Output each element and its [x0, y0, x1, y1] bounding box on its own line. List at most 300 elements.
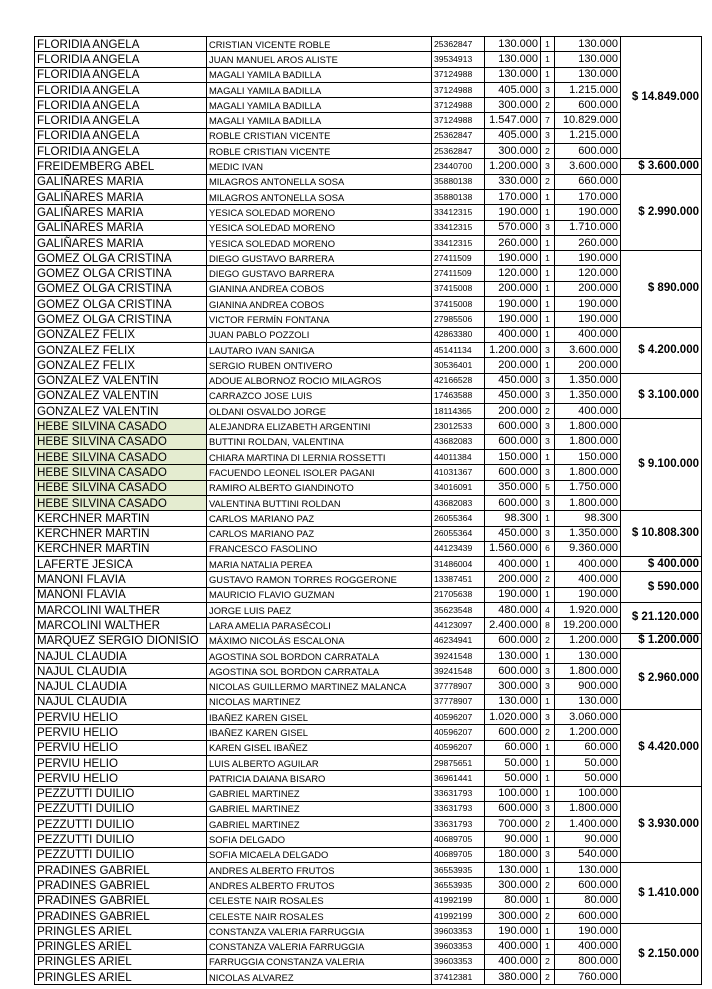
subtotal-cell: 900.000 [555, 679, 621, 694]
beneficiary-cell: ALEJANDRA ELIZABETH ARGENTINI [207, 419, 432, 434]
subtotal-cell: 1.800.000 [555, 664, 621, 679]
owner-name-cell: PRINGLES ARIEL [35, 970, 207, 985]
beneficiary-cell: ANDRES ALBERTO FRUTOS [207, 863, 432, 878]
table-row [35, 939, 702, 954]
beneficiary-cell: ROBLE CRISTIAN VICENTE [207, 128, 432, 143]
dni-cell: 43682083 [432, 495, 485, 510]
quantity-cell: 3 [541, 159, 555, 174]
beneficiary-cell: LARA AMELIA PARASÉCOLI [207, 618, 432, 633]
dni-cell: 37412381 [432, 970, 485, 985]
beneficiary-cell: YESICA SOLEDAD MORENO [207, 205, 432, 220]
dni-cell: 39241548 [432, 664, 485, 679]
quantity-cell: 2 [541, 144, 555, 159]
unit-price-cell: 600.000 [485, 434, 541, 449]
beneficiary-cell: LAUTARO IVAN SANIGA [207, 342, 432, 357]
owner-name-cell: MANONI FLAVIA [35, 587, 207, 602]
dni-cell: 34016091 [432, 480, 485, 495]
dni-cell: 37124988 [432, 82, 485, 97]
dni-cell: 44123097 [432, 618, 485, 633]
beneficiary-cell: MAGALI YAMILA BADILLA [207, 113, 432, 128]
subtotal-cell: 1.800.000 [555, 434, 621, 449]
quantity-cell: 7 [541, 113, 555, 128]
dni-cell: 40596207 [432, 725, 485, 740]
quantity-cell: 1 [541, 52, 555, 67]
quantity-cell: 3 [541, 679, 555, 694]
table-row [35, 755, 702, 770]
dni-cell: 39603353 [432, 939, 485, 954]
dni-cell: 39534913 [432, 52, 485, 67]
quantity-cell: 3 [541, 342, 555, 357]
quantity-cell: 5 [541, 480, 555, 495]
dni-cell: 42166528 [432, 373, 485, 388]
subtotal-cell: 1.800.000 [555, 801, 621, 816]
owner-name-cell: FLORIDIA ANGELA [35, 144, 207, 159]
quantity-cell: 1 [541, 205, 555, 220]
owner-name-cell: PEZZUTTI DUILIO [35, 847, 207, 862]
unit-price-cell: 200.000 [485, 572, 541, 587]
subtotal-cell: 80.000 [555, 893, 621, 908]
beneficiary-cell: LUIS ALBERTO AGUILAR [207, 755, 432, 770]
subtotal-cell: 9.360.000 [555, 541, 621, 556]
unit-price-cell: 2.400.000 [485, 618, 541, 633]
unit-price-cell: 300.000 [485, 679, 541, 694]
beneficiary-cell: JORGE LUIS PAEZ [207, 602, 432, 617]
group-total-cell: $ 21.120.000 [621, 602, 702, 633]
owner-name-cell: HEBE SILVINA CASADO [35, 495, 207, 510]
quantity-cell: 2 [541, 954, 555, 969]
subtotal-cell: 1.710.000 [555, 220, 621, 235]
beneficiary-cell: MAURICIO FLAVIO GUZMAN [207, 587, 432, 602]
beneficiary-cell: VALENTINA BUTTINI ROLDAN [207, 495, 432, 510]
table-row [35, 450, 702, 465]
table-row [35, 174, 702, 189]
owner-name-cell: GONZALEZ VALENTIN [35, 388, 207, 403]
beneficiary-cell: CHIARA MARTINA DI LERNIA ROSSETTI [207, 450, 432, 465]
table-row [35, 694, 702, 709]
owner-name-cell: GONZALEZ FELIX [35, 327, 207, 342]
quantity-cell: 2 [541, 572, 555, 587]
unit-price-cell: 190.000 [485, 587, 541, 602]
owner-name-cell: GONZALEZ VALENTIN [35, 373, 207, 388]
owner-name-cell: GALIÑARES MARIA [35, 205, 207, 220]
table-row [35, 557, 702, 572]
owner-name-cell: PRADINES GABRIEL [35, 878, 207, 893]
subtotal-cell: 1.920.000 [555, 602, 621, 617]
dni-cell: 33412315 [432, 205, 485, 220]
dni-cell: 27411509 [432, 251, 485, 266]
dni-cell: 45141134 [432, 342, 485, 357]
table-row [35, 817, 702, 832]
unit-price-cell: 98.300 [485, 511, 541, 526]
dni-cell: 23012533 [432, 419, 485, 434]
unit-price-cell: 130.000 [485, 648, 541, 663]
subtotal-cell: 190.000 [555, 312, 621, 327]
group-total-cell: $ 2.960.000 [621, 648, 702, 709]
dni-cell: 40689705 [432, 847, 485, 862]
dni-cell: 42863380 [432, 327, 485, 342]
owner-name-cell: GOMEZ OLGA CRISTINA [35, 251, 207, 266]
quantity-cell: 1 [541, 587, 555, 602]
dni-cell: 33631793 [432, 817, 485, 832]
unit-price-cell: 400.000 [485, 939, 541, 954]
unit-price-cell: 600.000 [485, 495, 541, 510]
quantity-cell: 1 [541, 557, 555, 572]
owner-name-cell: LAFERTE JESICA [35, 557, 207, 572]
quantity-cell: 1 [541, 327, 555, 342]
beneficiary-cell: CARRAZCO JOSE LUIS [207, 388, 432, 403]
owner-name-cell: FREIDEMBERG ABEL [35, 159, 207, 174]
subtotal-cell: 130.000 [555, 648, 621, 663]
table-row [35, 419, 702, 434]
table-row [35, 220, 702, 235]
dni-cell: 33412315 [432, 235, 485, 250]
owner-name-cell: PERVIU HELIO [35, 710, 207, 725]
group-total-cell: $ 14.849.000 [621, 37, 702, 159]
quantity-cell: 1 [541, 755, 555, 770]
subtotal-cell: 260.000 [555, 235, 621, 250]
beneficiary-cell: GIANINA ANDREA COBOS [207, 297, 432, 312]
table-row [35, 511, 702, 526]
table-row [35, 664, 702, 679]
beneficiary-cell: SOFIA DELGADO [207, 832, 432, 847]
table-row [35, 771, 702, 786]
beneficiary-cell: NICOLAS MARTINEZ [207, 694, 432, 709]
owner-name-cell: HEBE SILVINA CASADO [35, 465, 207, 480]
quantity-cell: 1 [541, 939, 555, 954]
unit-price-cell: 600.000 [485, 801, 541, 816]
table-row [35, 465, 702, 480]
quantity-cell: 3 [541, 526, 555, 541]
subtotal-cell: 3.600.000 [555, 159, 621, 174]
table-row [35, 587, 702, 602]
table-row [35, 251, 702, 266]
dni-cell: 41992199 [432, 908, 485, 923]
beneficiary-cell: JUAN PABLO POZZOLI [207, 327, 432, 342]
group-total-cell: $ 2.150.000 [621, 924, 702, 985]
unit-price-cell: 200.000 [485, 404, 541, 419]
dni-cell: 18114365 [432, 404, 485, 419]
table-row [35, 373, 702, 388]
beneficiary-cell: CELESTE NAIR ROSALES [207, 893, 432, 908]
dni-cell: 35623548 [432, 602, 485, 617]
beneficiary-cell: MAGALI YAMILA BADILLA [207, 98, 432, 113]
beneficiary-cell: MILAGROS ANTONELLA SOSA [207, 174, 432, 189]
table-row [35, 82, 702, 97]
owner-name-cell: FLORIDIA ANGELA [35, 98, 207, 113]
table-row [35, 679, 702, 694]
owner-name-cell: PEZZUTTI DUILIO [35, 801, 207, 816]
dni-cell: 44123439 [432, 541, 485, 556]
beneficiary-cell: DIEGO GUSTAVO BARRERA [207, 251, 432, 266]
quantity-cell: 1 [541, 832, 555, 847]
unit-price-cell: 600.000 [485, 633, 541, 648]
subtotal-cell: 150.000 [555, 450, 621, 465]
owner-name-cell: PRADINES GABRIEL [35, 893, 207, 908]
unit-price-cell: 300.000 [485, 908, 541, 923]
subtotal-cell: 120.000 [555, 266, 621, 281]
owner-name-cell: GALIÑARES MARIA [35, 189, 207, 204]
table-row [35, 128, 702, 143]
quantity-cell: 2 [541, 633, 555, 648]
beneficiary-cell: CELESTE NAIR ROSALES [207, 908, 432, 923]
beneficiary-cell: KAREN GISEL IBAÑEZ [207, 740, 432, 755]
dni-cell: 40596207 [432, 710, 485, 725]
unit-price-cell: 1.547.000 [485, 113, 541, 128]
unit-price-cell: 190.000 [485, 205, 541, 220]
quantity-cell: 1 [541, 694, 555, 709]
beneficiary-cell: IBAÑEZ KAREN GISEL [207, 710, 432, 725]
subtotal-cell: 170.000 [555, 189, 621, 204]
quantity-cell: 6 [541, 541, 555, 556]
owner-name-cell: PRINGLES ARIEL [35, 939, 207, 954]
owner-name-cell: PEZZUTTI DUILIO [35, 817, 207, 832]
table-row [35, 113, 702, 128]
quantity-cell: 2 [541, 908, 555, 923]
subtotal-cell: 90.000 [555, 832, 621, 847]
table-row [35, 312, 702, 327]
unit-price-cell: 1.200.000 [485, 159, 541, 174]
quantity-cell: 2 [541, 725, 555, 740]
dni-cell: 36961441 [432, 771, 485, 786]
subtotal-cell: 60.000 [555, 740, 621, 755]
table-row [35, 832, 702, 847]
owner-name-cell: PERVIU HELIO [35, 755, 207, 770]
owner-name-cell: HEBE SILVINA CASADO [35, 480, 207, 495]
table-row [35, 970, 702, 985]
owner-name-cell: PRADINES GABRIEL [35, 863, 207, 878]
subtotal-cell: 130.000 [555, 67, 621, 82]
dni-cell: 40596207 [432, 740, 485, 755]
owner-name-cell: FLORIDIA ANGELA [35, 82, 207, 97]
owner-name-cell: PEZZUTTI DUILIO [35, 786, 207, 801]
unit-price-cell: 450.000 [485, 388, 541, 403]
subtotal-cell: 1.215.000 [555, 128, 621, 143]
unit-price-cell: 1.200.000 [485, 342, 541, 357]
beneficiary-cell: CONSTANZA VALERIA FARRUGGIA [207, 939, 432, 954]
quantity-cell: 1 [541, 771, 555, 786]
subtotal-cell: 400.000 [555, 557, 621, 572]
dni-cell: 21705638 [432, 587, 485, 602]
table-row [35, 633, 702, 648]
table-row [35, 801, 702, 816]
owner-name-cell: HEBE SILVINA CASADO [35, 434, 207, 449]
owner-name-cell: MANONI FLAVIA [35, 572, 207, 587]
beneficiary-cell: MAGALI YAMILA BADILLA [207, 82, 432, 97]
dni-cell: 37124988 [432, 98, 485, 113]
dni-cell: 29875651 [432, 755, 485, 770]
table-row [35, 863, 702, 878]
quantity-cell: 1 [541, 189, 555, 204]
beneficiary-cell: ROBLE CRISTIAN VICENTE [207, 144, 432, 159]
subtotal-cell: 600.000 [555, 98, 621, 113]
unit-price-cell: 330.000 [485, 174, 541, 189]
unit-price-cell: 300.000 [485, 98, 541, 113]
table-row [35, 740, 702, 755]
beneficiary-cell: IBAÑEZ KAREN GISEL [207, 725, 432, 740]
unit-price-cell: 190.000 [485, 924, 541, 939]
quantity-cell: 3 [541, 801, 555, 816]
table-row [35, 924, 702, 939]
quantity-cell: 3 [541, 847, 555, 862]
dni-cell: 26055364 [432, 511, 485, 526]
beneficiary-cell: SOFIA MICAELA DELGADO [207, 847, 432, 862]
quantity-cell: 1 [541, 893, 555, 908]
group-total-cell: $ 4.200.000 [621, 327, 702, 373]
table-row [35, 67, 702, 82]
table-row [35, 235, 702, 250]
quantity-cell: 1 [541, 924, 555, 939]
subtotal-cell: 1.350.000 [555, 388, 621, 403]
subtotal-cell: 400.000 [555, 939, 621, 954]
dni-cell: 37415008 [432, 281, 485, 296]
beneficiary-cell: MAGALI YAMILA BADILLA [207, 67, 432, 82]
beneficiary-cell: ADOUE ALBORNOZ ROCIO MILAGROS [207, 373, 432, 388]
subtotal-cell: 1.215.000 [555, 82, 621, 97]
table-row [35, 648, 702, 663]
subtotal-cell: 760.000 [555, 970, 621, 985]
dni-cell: 39603353 [432, 954, 485, 969]
unit-price-cell: 100.000 [485, 786, 541, 801]
table-row [35, 159, 702, 174]
unit-price-cell: 300.000 [485, 144, 541, 159]
unit-price-cell: 190.000 [485, 312, 541, 327]
subtotal-cell: 600.000 [555, 878, 621, 893]
owner-name-cell: GALIÑARES MARIA [35, 220, 207, 235]
table-row [35, 189, 702, 204]
owner-name-cell: GALIÑARES MARIA [35, 235, 207, 250]
beneficiary-cell: OLDANI OSVALDO JORGE [207, 404, 432, 419]
table-row [35, 358, 702, 373]
subtotal-cell: 190.000 [555, 251, 621, 266]
group-total-cell: $ 3.600.000 [621, 159, 702, 174]
subtotal-cell: 1.200.000 [555, 633, 621, 648]
unit-price-cell: 130.000 [485, 694, 541, 709]
owner-name-cell: GONZALEZ FELIX [35, 358, 207, 373]
subtotal-cell: 1.800.000 [555, 495, 621, 510]
table-row [35, 342, 702, 357]
beneficiary-cell: ANDRES ALBERTO FRUTOS [207, 878, 432, 893]
subtotal-cell: 98.300 [555, 511, 621, 526]
quantity-cell: 2 [541, 970, 555, 985]
group-total-cell: $ 10.808.300 [621, 511, 702, 557]
subtotal-cell: 190.000 [555, 297, 621, 312]
unit-price-cell: 405.000 [485, 82, 541, 97]
beneficiary-cell: FARRUGGIA CONSTANZA VALERIA [207, 954, 432, 969]
quantity-cell: 1 [541, 511, 555, 526]
owner-name-cell: PRINGLES ARIEL [35, 924, 207, 939]
unit-price-cell: 130.000 [485, 37, 541, 52]
beneficiary-cell: CARLOS MARIANO PAZ [207, 526, 432, 541]
quantity-cell: 2 [541, 174, 555, 189]
beneficiary-cell: MEDIC IVAN [207, 159, 432, 174]
table-row [35, 327, 702, 342]
owner-name-cell: KERCHNER MARTIN [35, 511, 207, 526]
dni-cell: 26055364 [432, 526, 485, 541]
quantity-cell: 1 [541, 450, 555, 465]
quantity-cell: 1 [541, 358, 555, 373]
quantity-cell: 4 [541, 602, 555, 617]
table-row [35, 893, 702, 908]
subtotal-cell: 600.000 [555, 908, 621, 923]
payments-table-body [35, 37, 702, 985]
table-row [35, 144, 702, 159]
beneficiary-cell: VICTOR FERMÍN FONTANA [207, 312, 432, 327]
owner-name-cell: NAJUL CLAUDIA [35, 679, 207, 694]
unit-price-cell: 400.000 [485, 954, 541, 969]
quantity-cell: 2 [541, 98, 555, 113]
quantity-cell: 1 [541, 266, 555, 281]
owner-name-cell: FLORIDIA ANGELA [35, 52, 207, 67]
owner-name-cell: PERVIU HELIO [35, 725, 207, 740]
owner-name-cell: KERCHNER MARTIN [35, 541, 207, 556]
beneficiary-cell: YESICA SOLEDAD MORENO [207, 220, 432, 235]
beneficiary-cell: SERGIO RUBEN ONTIVERO [207, 358, 432, 373]
unit-price-cell: 200.000 [485, 358, 541, 373]
group-total-cell: $ 1.200.000 [621, 633, 702, 648]
group-total-cell: $ 1.410.000 [621, 863, 702, 924]
unit-price-cell: 350.000 [485, 480, 541, 495]
quantity-cell: 1 [541, 786, 555, 801]
table-row [35, 281, 702, 296]
dni-cell: 46234941 [432, 633, 485, 648]
beneficiary-cell: JUAN MANUEL AROS ALISTE [207, 52, 432, 67]
beneficiary-cell: MARIA NATALIA PEREA [207, 557, 432, 572]
quantity-cell: 3 [541, 388, 555, 403]
payments-table [34, 36, 702, 985]
subtotal-cell: 10.829.000 [555, 113, 621, 128]
owner-name-cell: GOMEZ OLGA CRISTINA [35, 266, 207, 281]
unit-price-cell: 480.000 [485, 602, 541, 617]
quantity-cell: 1 [541, 863, 555, 878]
owner-name-cell: FLORIDIA ANGELA [35, 37, 207, 52]
quantity-cell: 1 [541, 281, 555, 296]
owner-name-cell: PRINGLES ARIEL [35, 954, 207, 969]
dni-cell: 37124988 [432, 67, 485, 82]
dni-cell: 37778907 [432, 694, 485, 709]
quantity-cell: 8 [541, 618, 555, 633]
owner-name-cell: GALIÑARES MARIA [35, 174, 207, 189]
subtotal-cell: 190.000 [555, 924, 621, 939]
subtotal-cell: 200.000 [555, 281, 621, 296]
table-row [35, 618, 702, 633]
owner-name-cell: FLORIDIA ANGELA [35, 67, 207, 82]
subtotal-cell: 50.000 [555, 755, 621, 770]
owner-name-cell: MARCOLINI WALTHER [35, 602, 207, 617]
unit-price-cell: 60.000 [485, 740, 541, 755]
beneficiary-cell: CRISTIAN VICENTE ROBLE [207, 37, 432, 52]
quantity-cell: 2 [541, 817, 555, 832]
unit-price-cell: 190.000 [485, 251, 541, 266]
quantity-cell: 1 [541, 297, 555, 312]
dni-cell: 23440700 [432, 159, 485, 174]
group-total-cell: $ 890.000 [621, 251, 702, 327]
beneficiary-cell: FRANCESCO FASOLINO [207, 541, 432, 556]
unit-price-cell: 190.000 [485, 297, 541, 312]
beneficiary-cell: GIANINA ANDREA COBOS [207, 281, 432, 296]
beneficiary-cell: GABRIEL MARTINEZ [207, 786, 432, 801]
subtotal-cell: 100.000 [555, 786, 621, 801]
table-row [35, 572, 702, 587]
table-row [35, 266, 702, 281]
quantity-cell: 3 [541, 710, 555, 725]
dni-cell: 33631793 [432, 801, 485, 816]
dni-cell: 17463588 [432, 388, 485, 403]
owner-name-cell: FLORIDIA ANGELA [35, 113, 207, 128]
dni-cell: 33631793 [432, 786, 485, 801]
owner-name-cell: NAJUL CLAUDIA [35, 664, 207, 679]
owner-name-cell: GONZALEZ VALENTIN [35, 404, 207, 419]
subtotal-cell: 190.000 [555, 587, 621, 602]
